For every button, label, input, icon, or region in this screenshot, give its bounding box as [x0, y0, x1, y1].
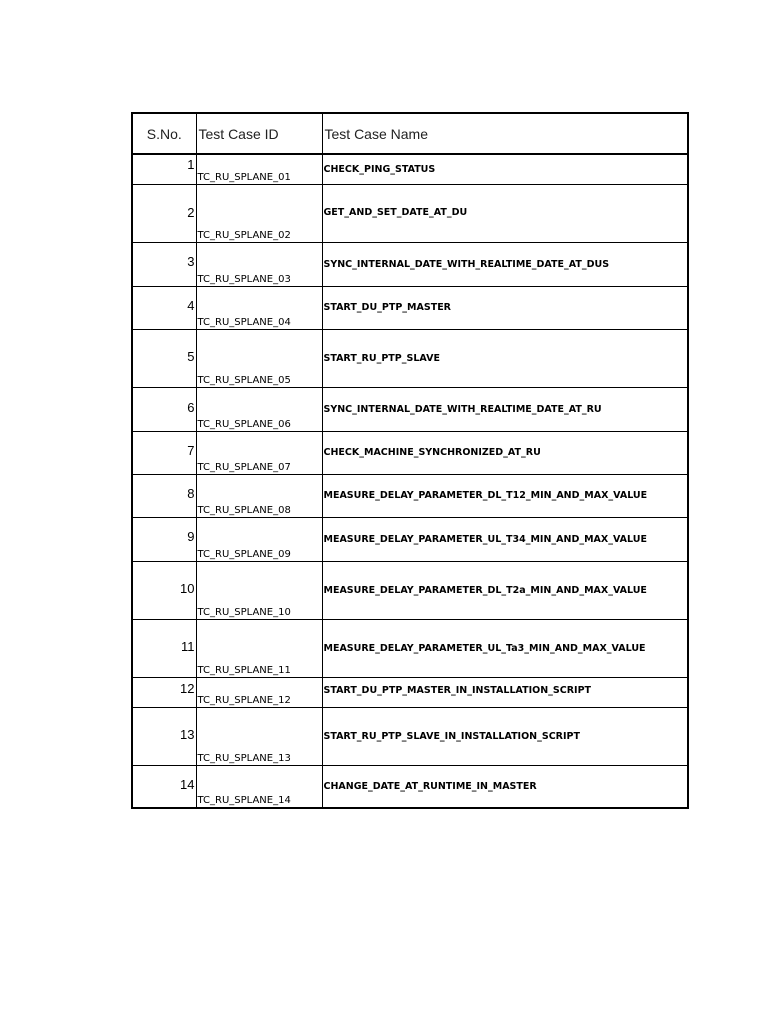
test-case-name: MEASURE_DELAY_PARAMETER_DL_T2a_MIN_AND_MAX_VALUE: [323, 584, 647, 596]
table-row: [132, 387, 688, 431]
test-case-id: TC_RU_SPLANE_04: [197, 316, 291, 328]
test-case-name: MEASURE_DELAY_PARAMETER_DL_T12_MIN_AND_MAX_VALUE: [323, 490, 648, 501]
test-case-name-cell: [322, 517, 688, 561]
test-case-name-cell: [322, 242, 688, 286]
test-case-name: SYNC_INTERNAL_DATE_WITH_REALTIME_DATE_AT_DUS: [323, 258, 610, 270]
test-case-name: START_RU_PTP_SLAVE: [323, 352, 440, 364]
test-case-id-cell: [196, 619, 322, 677]
test-case-id: TC_RU_SPLANE_07: [197, 461, 291, 473]
test-case-id: TC_RU_SPLANE_05: [197, 374, 291, 386]
sno-cell: [132, 154, 196, 184]
sno-value: 9: [187, 528, 195, 544]
sno-value: 4: [187, 297, 195, 313]
test-case-name-cell: [322, 561, 688, 619]
test-case-table: [131, 112, 689, 809]
sno-value: 12: [180, 680, 195, 696]
sno-cell: [132, 329, 196, 387]
test-case-id-cell: [196, 765, 322, 808]
sno-cell: [132, 707, 196, 765]
sno-value: 7: [187, 442, 195, 458]
test-case-id-cell: [196, 517, 322, 561]
sno-cell: [132, 286, 196, 329]
test-case-name: MEASURE_DELAY_PARAMETER_UL_Ta3_MIN_AND_MAX_VALUE: [323, 642, 646, 654]
table-row: [132, 286, 688, 329]
test-case-name-cell: [322, 431, 688, 474]
test-case-name-cell: [322, 677, 688, 707]
test-case-id: TC_RU_SPLANE_02: [197, 229, 291, 241]
sno-value: 10: [180, 580, 195, 596]
sno-value: 14: [180, 776, 195, 792]
test-case-id-cell: [196, 184, 322, 242]
test-case-name-cell: [322, 329, 688, 387]
sno-value: 8: [187, 485, 195, 501]
sno-value: 6: [187, 399, 195, 415]
test-case-name-cell: [322, 474, 688, 517]
sno-cell: [132, 765, 196, 808]
test-case-name: START_RU_PTP_SLAVE_IN_INSTALLATION_SCRIPT: [323, 730, 580, 742]
sno-cell: [132, 619, 196, 677]
test-case-id: TC_RU_SPLANE_08: [197, 504, 291, 516]
test-case-name: CHANGE_DATE_AT_RUNTIME_IN_MASTER: [323, 780, 537, 792]
test-case-id: TC_RU_SPLANE_09: [197, 548, 291, 560]
test-case-id: TC_RU_SPLANE_13: [197, 752, 291, 764]
header-sno: S.No.: [132, 113, 196, 154]
test-case-name-cell: [322, 619, 688, 677]
test-case-id: TC_RU_SPLANE_06: [197, 418, 291, 430]
sno-value: 5: [187, 348, 195, 364]
sno-value: 11: [181, 638, 195, 654]
sno-cell: [132, 184, 196, 242]
test-case-id-cell: [196, 707, 322, 765]
test-case-id-cell: [196, 561, 322, 619]
sno-cell: [132, 242, 196, 286]
table-row: [132, 765, 688, 808]
test-case-name-cell: [322, 765, 688, 808]
test-case-id: TC_RU_SPLANE_10: [197, 606, 291, 618]
sno-value: 13: [180, 726, 195, 742]
test-case-id-cell: [196, 431, 322, 474]
test-case-name-cell: [322, 184, 688, 242]
test-case-id: TC_RU_SPLANE_14: [197, 795, 291, 806]
test-case-name: GET_AND_SET_DATE_AT_DU: [323, 206, 468, 218]
header-test-case-name: Test Case Name: [322, 113, 688, 154]
table-row: [132, 619, 688, 677]
test-case-id-cell: [196, 242, 322, 286]
test-case-id: TC_RU_SPLANE_03: [197, 273, 291, 285]
sno-value: 3: [187, 253, 195, 269]
test-case-id-cell: [196, 154, 322, 184]
sno-cell: [132, 677, 196, 707]
header-test-case-id: Test Case ID: [196, 113, 322, 154]
table-row: [132, 517, 688, 561]
test-case-id: TC_RU_SPLANE_12: [197, 694, 291, 706]
table-row: [132, 677, 688, 707]
test-case-name-cell: [322, 154, 688, 184]
table-row: [132, 184, 688, 242]
test-case-id-cell: [196, 286, 322, 329]
sno-cell: [132, 431, 196, 474]
sno-cell: [132, 561, 196, 619]
test-case-id: TC_RU_SPLANE_11: [197, 664, 291, 676]
test-case-id-cell: [196, 677, 322, 707]
table-row: [132, 431, 688, 474]
test-case-id-cell: [196, 474, 322, 517]
test-case-name-cell: [322, 387, 688, 431]
sno-value: 2: [187, 204, 195, 220]
test-case-id: TC_RU_SPLANE_01: [197, 171, 291, 183]
sno-cell: [132, 387, 196, 431]
sno-cell: [132, 517, 196, 561]
test-case-id-cell: [196, 329, 322, 387]
table-row: [132, 242, 688, 286]
test-case-name: SYNC_INTERNAL_DATE_WITH_REALTIME_DATE_AT_RU: [323, 403, 602, 415]
test-case-name: CHECK_MACHINE_SYNCHRONIZED_AT_RU: [323, 447, 541, 458]
test-case-name: CHECK_PING_STATUS: [323, 163, 436, 175]
test-case-name: START_DU_PTP_MASTER: [323, 302, 451, 313]
table-row: [132, 474, 688, 517]
table-row: [132, 154, 688, 184]
test-case-name: MEASURE_DELAY_PARAMETER_UL_T34_MIN_AND_MAX_VALUE: [323, 533, 647, 545]
sno-value: 1: [187, 157, 195, 172]
table-header-row: [132, 113, 688, 154]
test-case-id-cell: [196, 387, 322, 431]
table-row: [132, 329, 688, 387]
sno-cell: [132, 474, 196, 517]
test-case-name: START_DU_PTP_MASTER_IN_INSTALLATION_SCRIPT: [323, 685, 592, 696]
test-case-name-cell: [322, 707, 688, 765]
test-case-name-cell: [322, 286, 688, 329]
table-row: [132, 707, 688, 765]
table-row: [132, 561, 688, 619]
